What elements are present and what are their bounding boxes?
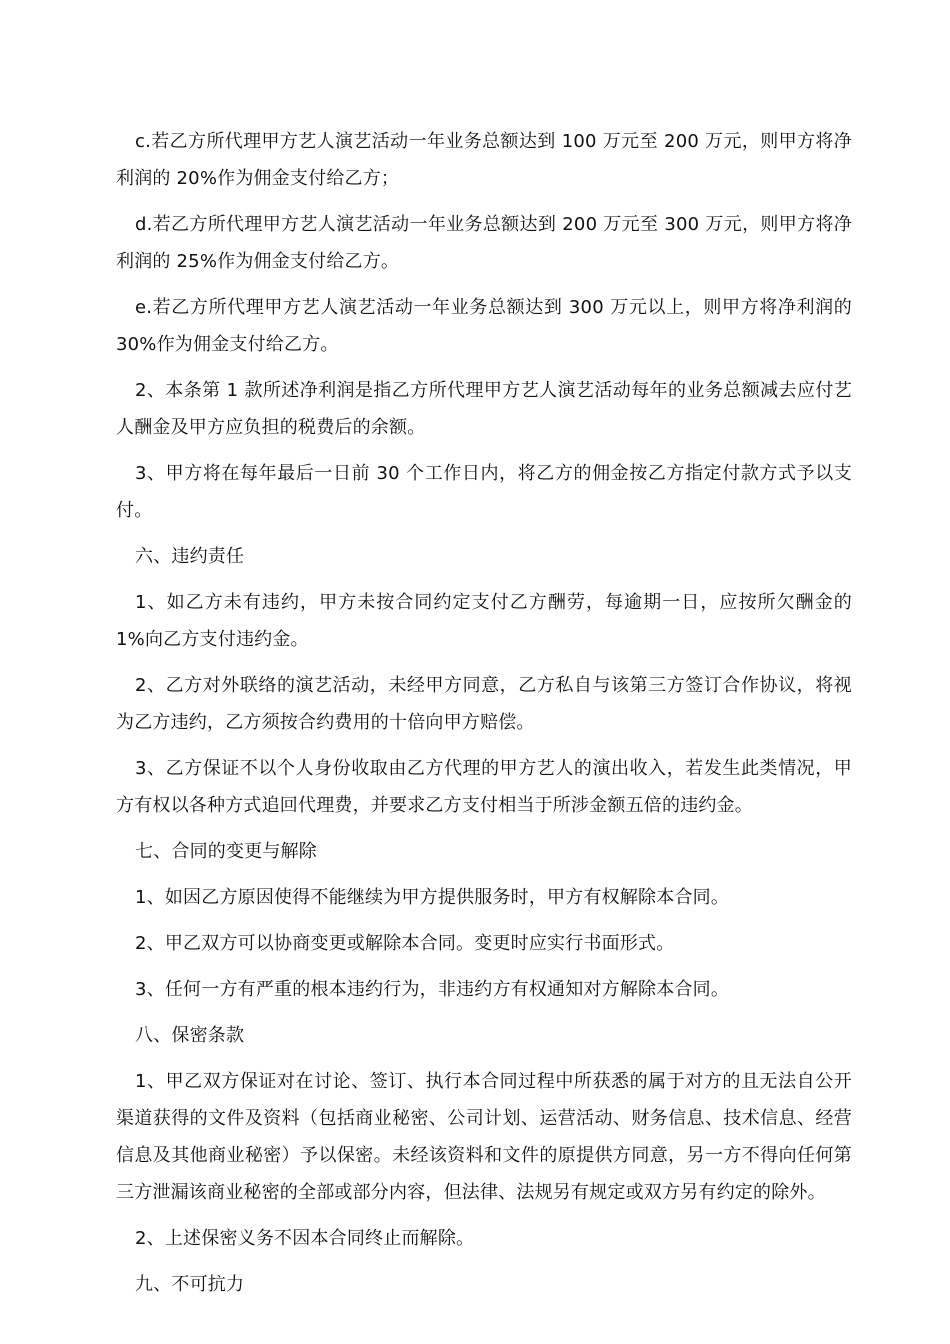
clause-payment-timing: 3、甲方将在每年最后一日前 30 个工作日内，将乙方的佣金按乙方指定付款方式予以支付。 — [116, 463, 852, 521]
section-heading-change-termination: 七、合同的变更与解除 — [135, 841, 317, 862]
contract-body — [116, 123, 852, 1312]
clause-breach-late-payment: 1、如乙方未有违约，甲方未按合同约定支付乙方酬劳，每逾期一日，应按所欠酬金的 1%向乙方支付违约金。 — [116, 592, 852, 650]
section-heading-force-majeure: 九、不可抗力 — [135, 1274, 245, 1295]
clause-net-profit-definition: 2、本条第 1 款所述净利润是指乙方所代理甲方艺人演艺活动每年的业务总额减去应付艺人酬金及甲方应负担的税费后的余额。 — [116, 380, 852, 438]
clause-e-commission-30: e.若乙方所代理甲方艺人演艺活动一年业务总额达到 300 万元以上，则甲方将净利润的 30%作为佣金支付给乙方。 — [116, 297, 852, 355]
clause-breach-personal-income: 3、乙方保证不以个人身份收取由乙方代理的甲方艺人的演出收入，若发生此类情况，甲方有权以各种方式追回代理费，并要求乙方支付相当于所涉金额五倍的违约金。 — [116, 758, 852, 816]
clause-material-breach: 3、任何一方有严重的根本违约行为，非违约方有权通知对方解除本合同。 — [135, 979, 730, 1000]
clause-d-commission-25: d.若乙方所代理甲方艺人演艺活动一年业务总额达到 200 万元至 300 万元，则甲方将净利润的 25%作为佣金支付给乙方。 — [116, 214, 852, 272]
clause-termination-by-a: 1、如因乙方原因使得不能继续为甲方提供服务时，甲方有权解除本合同。 — [135, 887, 730, 908]
clause-breach-private-agreement: 2、乙方对外联络的演艺活动，未经甲方同意，乙方私自与该第三方签订合作协议，将视为乙方违约，乙方须按合约费用的十倍向甲方赔偿。 — [116, 675, 852, 733]
clause-c-commission-20: c.若乙方所代理甲方艺人演艺活动一年业务总额达到 100 万元至 200 万元，则甲方将净利润的 20%作为佣金支付给乙方； — [116, 131, 852, 189]
clause-confidentiality-survival: 2、上述保密义务不因本合同终止而解除。 — [135, 1228, 475, 1249]
section-heading-confidentiality: 八、保密条款 — [135, 1025, 245, 1046]
clause-confidentiality-scope: 1、甲乙双方保证对在讨论、签订、执行本合同过程中所获悉的属于对方的且无法自公开渠道获得的文件及资料（包括商业秘密、公司计划、运营活动、财务信息、技术信息、经营信息及其他商业秘密）予以保密。未经该资料和文件的原提供方同意，另一方不得向任何第三方泄漏该商业秘密的全部或部分内容，但法律、法规另有规定或双方另有约定的除外。 — [116, 1071, 852, 1203]
section-heading-breach: 六、违约责任 — [135, 546, 245, 567]
clause-mutual-change: 2、甲乙双方可以协商变更或解除本合同。变更时应实行书面形式。 — [135, 933, 675, 954]
